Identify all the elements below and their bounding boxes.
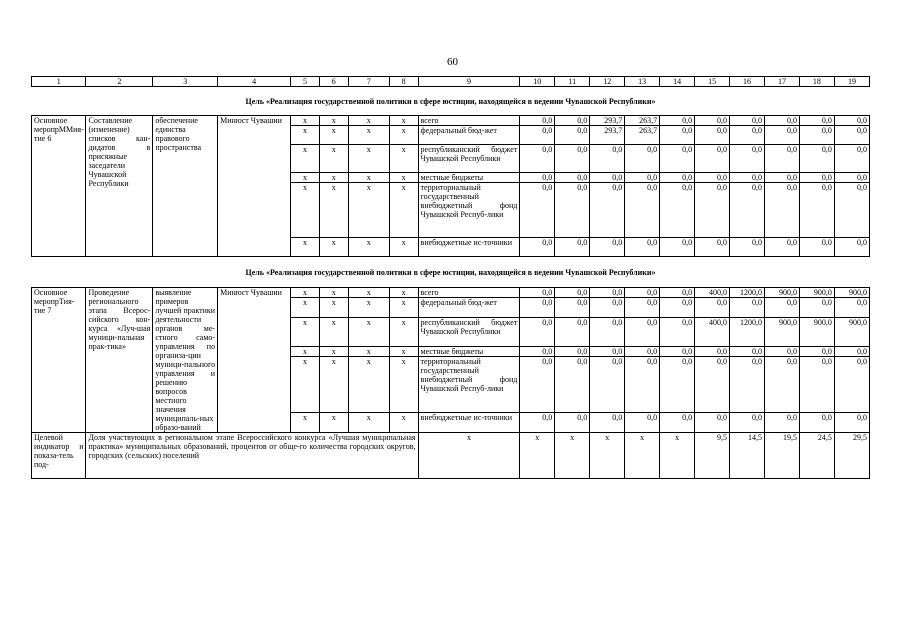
funding-value: 0,0 <box>555 145 590 173</box>
funding-value: 0,0 <box>834 413 869 433</box>
funding-source: внебюджетные ис-точники <box>418 413 520 433</box>
funding-value: 0,0 <box>625 413 660 433</box>
column-header: 6 <box>319 77 348 87</box>
funding-value: 0,0 <box>555 317 590 346</box>
indicator-text: Доля участвующих в региональном этапе Всероссийского конкурса «Лучшая муниципальная практика» муниципальных образований, процентов от обще-го количества городских округов, городских (сельских) поселений <box>86 433 418 479</box>
funding-value: 0,0 <box>695 145 730 173</box>
funding-value: 0,0 <box>660 126 695 145</box>
funding-value: 900,0 <box>799 317 834 346</box>
column-header: 18 <box>799 77 834 87</box>
x-mark: x <box>348 413 389 433</box>
event-name: Основное меропрTия-тие 7 <box>32 288 86 433</box>
funding-value: 0,0 <box>555 173 590 183</box>
funding-value: 0,0 <box>799 298 834 318</box>
funding-value: 0,0 <box>590 298 625 318</box>
funding-value: 0,0 <box>555 346 590 356</box>
funding-value: 0,0 <box>625 288 660 298</box>
funding-value: 0,0 <box>625 356 660 413</box>
funding-value: 0,0 <box>695 356 730 413</box>
goal-title: Цель «Реализация государственной политики в сфере юстиции, находящейся в ведении Чувашской Республики» <box>245 267 656 277</box>
indicator-value: x <box>660 433 695 479</box>
funding-value: 0,0 <box>520 145 555 173</box>
funding-source: республиканский бюджет Чувашской Республики <box>418 145 520 173</box>
x-mark: x <box>319 173 348 183</box>
table-row <box>32 288 870 298</box>
x-mark: x <box>319 116 348 126</box>
funding-value: 0,0 <box>695 116 730 126</box>
x-mark: x <box>291 298 320 318</box>
x-mark: x <box>319 298 348 318</box>
funding-value: 0,0 <box>590 173 625 183</box>
x-mark: x <box>389 346 418 356</box>
indicator-value: 19,5 <box>765 433 800 479</box>
funding-value: 400,0 <box>695 288 730 298</box>
x-mark: x <box>348 298 389 318</box>
funding-value: 900,0 <box>765 288 800 298</box>
funding-value: 900,0 <box>834 317 869 346</box>
funding-value: 0,0 <box>765 238 800 257</box>
column-header: 12 <box>590 77 625 87</box>
x-mark: x <box>389 356 418 413</box>
x-mark: x <box>291 288 320 298</box>
funding-value: 0,0 <box>765 298 800 318</box>
x-mark: x <box>291 346 320 356</box>
column-header: 11 <box>555 77 590 87</box>
funding-value: 0,0 <box>520 126 555 145</box>
funding-value: 0,0 <box>660 238 695 257</box>
x-mark: x <box>319 413 348 433</box>
funding-value: 0,0 <box>590 183 625 238</box>
funding-value: 0,0 <box>765 183 800 238</box>
column-header: 4 <box>218 77 291 87</box>
funding-source: местные бюджеты <box>418 346 520 356</box>
indicator-value: x <box>590 433 625 479</box>
funding-value: 0,0 <box>520 356 555 413</box>
funding-value: 0,0 <box>834 346 869 356</box>
x-mark: x <box>291 238 320 257</box>
funding-value: 0,0 <box>520 288 555 298</box>
funding-value: 0,0 <box>625 145 660 173</box>
funding-value: 0,0 <box>660 317 695 346</box>
x-mark: x <box>319 356 348 413</box>
funding-value: 0,0 <box>730 126 765 145</box>
x-mark: x <box>348 173 389 183</box>
x-mark: x <box>291 413 320 433</box>
x-mark: x <box>319 145 348 173</box>
funding-value: 0,0 <box>520 173 555 183</box>
funding-value: 0,0 <box>730 145 765 173</box>
funding-value: 0,0 <box>660 356 695 413</box>
funding-value: 293,7 <box>590 126 625 145</box>
funding-value: 0,0 <box>834 116 869 126</box>
funding-value: 0,0 <box>765 116 800 126</box>
funding-value: 0,0 <box>520 317 555 346</box>
event-goal: выявление примеров лучшей практики деятельности органов ме-стного само-управления по организа-ции муници-пального управления и решению вопросов местного значения муниципаль-ных образо-ваний <box>153 288 218 433</box>
funding-value: 0,0 <box>555 183 590 238</box>
funding-source: местные бюджеты <box>418 173 520 183</box>
column-header: 8 <box>389 77 418 87</box>
event-description: Проведение регионального этапа Всерос-сийского кон-курса «Луч-шая муници-пальная прак-тика» <box>86 288 153 433</box>
funding-value: 900,0 <box>834 288 869 298</box>
funding-value: 0,0 <box>660 145 695 173</box>
x-mark: x <box>319 183 348 238</box>
funding-source: федеральный бюд-жет <box>418 298 520 318</box>
indicator-value: 24,5 <box>799 433 834 479</box>
funding-value: 0,0 <box>520 183 555 238</box>
funding-value: 0,0 <box>799 173 834 183</box>
funding-value: 0,0 <box>555 288 590 298</box>
funding-source: федеральный бюд-жет <box>418 126 520 145</box>
x-mark: x <box>291 173 320 183</box>
funding-value: 0,0 <box>660 183 695 238</box>
funding-value: 0,0 <box>765 413 800 433</box>
event-responsible: Минюст Чувашии <box>218 288 291 433</box>
x-mark: x <box>291 126 320 145</box>
funding-value: 0,0 <box>799 183 834 238</box>
funding-value: 0,0 <box>730 116 765 126</box>
x-mark: x <box>389 126 418 145</box>
column-header: 17 <box>765 77 800 87</box>
x-mark: x <box>389 413 418 433</box>
event-goal: обеспечение единства правового пространства <box>153 116 218 257</box>
funding-value: 0,0 <box>799 356 834 413</box>
funding-value: 0,0 <box>625 173 660 183</box>
x-mark: x <box>291 356 320 413</box>
funding-value: 0,0 <box>765 356 800 413</box>
funding-value: 0,0 <box>660 173 695 183</box>
funding-value: 0,0 <box>834 238 869 257</box>
x-mark: x <box>319 288 348 298</box>
funding-value: 0,0 <box>520 298 555 318</box>
funding-value: 0,0 <box>590 288 625 298</box>
column-header: 13 <box>625 77 660 87</box>
x-mark: x <box>348 346 389 356</box>
funding-value: 0,0 <box>834 173 869 183</box>
funding-value: 0,0 <box>590 413 625 433</box>
funding-value: 0,0 <box>730 238 765 257</box>
funding-value: 293,7 <box>590 116 625 126</box>
indicator-value: 9,5 <box>695 433 730 479</box>
funding-source: всего <box>418 288 520 298</box>
column-header: 14 <box>660 77 695 87</box>
funding-value: 0,0 <box>834 183 869 238</box>
column-header: 7 <box>348 77 389 87</box>
column-header: 19 <box>834 77 869 87</box>
funding-value: 0,0 <box>555 413 590 433</box>
funding-value: 0,0 <box>765 126 800 145</box>
funding-value: 0,0 <box>834 356 869 413</box>
funding-value: 0,0 <box>799 145 834 173</box>
indicator-row <box>32 433 870 479</box>
indicator-value: 29,5 <box>834 433 869 479</box>
funding-value: 0,0 <box>660 116 695 126</box>
funding-value: 263,7 <box>625 126 660 145</box>
funding-value: 0,0 <box>695 346 730 356</box>
funding-value: 0,0 <box>625 317 660 346</box>
funding-value: 0,0 <box>555 126 590 145</box>
column-number-row <box>32 77 870 87</box>
column-header: 9 <box>418 77 520 87</box>
event-name: Основное меропрMMия-тие 6 <box>32 116 86 257</box>
funding-value: 400,0 <box>695 317 730 346</box>
program-table <box>31 76 870 479</box>
funding-source: республиканский бюджет Чувашской Республики <box>418 317 520 346</box>
funding-value: 0,0 <box>695 173 730 183</box>
funding-value: 0,0 <box>834 298 869 318</box>
funding-source: всего <box>418 116 520 126</box>
funding-value: 900,0 <box>799 288 834 298</box>
funding-source: территориальный государственный внебюджетный фонд Чувашской Респуб-лики <box>418 356 520 413</box>
x-mark: x <box>389 288 418 298</box>
x-mark: x <box>291 116 320 126</box>
funding-value: 0,0 <box>695 298 730 318</box>
x-mark: x <box>291 317 320 346</box>
x-mark: x <box>389 173 418 183</box>
funding-value: 0,0 <box>799 346 834 356</box>
funding-value: 0,0 <box>625 298 660 318</box>
funding-value: 0,0 <box>625 183 660 238</box>
funding-value: 0,0 <box>799 413 834 433</box>
x-mark: x <box>389 298 418 318</box>
funding-value: 0,0 <box>695 413 730 433</box>
x-mark: x <box>389 238 418 257</box>
x-mark: x <box>389 145 418 173</box>
funding-value: 0,0 <box>730 173 765 183</box>
funding-value: 0,0 <box>834 145 869 173</box>
page-number: 60 <box>447 56 458 68</box>
funding-value: 0,0 <box>730 298 765 318</box>
funding-value: 0,0 <box>555 238 590 257</box>
funding-source: внебюджетные ис-точники <box>418 238 520 257</box>
funding-value: 0,0 <box>730 183 765 238</box>
funding-value: 0,0 <box>799 126 834 145</box>
funding-value: 0,0 <box>625 238 660 257</box>
x-mark: x <box>348 356 389 413</box>
x-mark: x <box>348 116 389 126</box>
x-mark: x <box>319 126 348 145</box>
funding-value: 0,0 <box>555 298 590 318</box>
indicator-value: 14,5 <box>730 433 765 479</box>
funding-value: 0,0 <box>695 126 730 145</box>
funding-value: 0,0 <box>660 298 695 318</box>
table-row <box>32 116 870 126</box>
column-header: 3 <box>153 77 218 87</box>
funding-value: 0,0 <box>555 116 590 126</box>
funding-value: 0,0 <box>590 145 625 173</box>
funding-value: 0,0 <box>765 145 800 173</box>
x-mark: x <box>348 126 389 145</box>
funding-value: 0,0 <box>730 413 765 433</box>
x-mark: x <box>348 183 389 238</box>
x-mark: x <box>319 238 348 257</box>
funding-value: 0,0 <box>799 116 834 126</box>
x-mark: x <box>389 183 418 238</box>
indicator-value: x <box>555 433 590 479</box>
funding-value: 0,0 <box>695 183 730 238</box>
column-header: 16 <box>730 77 765 87</box>
funding-value: 0,0 <box>520 346 555 356</box>
funding-source: территориальный государственный внебюджетный фонд Чувашской Респуб-лики <box>418 183 520 238</box>
funding-value: 0,0 <box>730 356 765 413</box>
funding-value: 0,0 <box>590 317 625 346</box>
x-mark: x <box>291 145 320 173</box>
event-responsible: Минюст Чувашии <box>218 116 291 257</box>
x-mark: x <box>291 183 320 238</box>
x-mark: x <box>389 317 418 346</box>
event-description: Составление (изменение) списков кан-дидатов в присяжные заседатели Чувашской Республики <box>86 116 153 257</box>
funding-value: 0,0 <box>555 356 590 413</box>
funding-value: 0,0 <box>520 238 555 257</box>
funding-value: 0,0 <box>765 346 800 356</box>
funding-value: 0,0 <box>520 413 555 433</box>
column-header: 10 <box>520 77 555 87</box>
x-mark: x <box>319 346 348 356</box>
column-header: 2 <box>86 77 153 87</box>
funding-value: 0,0 <box>590 238 625 257</box>
funding-value: 0,0 <box>625 346 660 356</box>
indicator-value: x <box>625 433 660 479</box>
indicator-value: x <box>520 433 555 479</box>
x-mark: x <box>319 317 348 346</box>
indicator-label: Целевой индикатор и показа-тель под- <box>32 433 86 479</box>
funding-value: 0,0 <box>730 346 765 356</box>
funding-value: 900,0 <box>765 317 800 346</box>
funding-value: 0,0 <box>799 238 834 257</box>
funding-value: 0,0 <box>695 238 730 257</box>
funding-value: 263,7 <box>625 116 660 126</box>
funding-value: 0,0 <box>660 288 695 298</box>
funding-value: 0,0 <box>520 116 555 126</box>
goal-title: Цель «Реализация государственной политики в сфере юстиции, находящейся в ведении Чувашской Республики» <box>245 96 656 106</box>
column-header: 15 <box>695 77 730 87</box>
funding-value: 0,0 <box>590 346 625 356</box>
indicator-value: x <box>418 433 520 479</box>
x-mark: x <box>348 145 389 173</box>
column-header: 1 <box>32 77 86 87</box>
funding-value: 0,0 <box>765 173 800 183</box>
x-mark: x <box>348 317 389 346</box>
column-header: 5 <box>291 77 320 87</box>
funding-value: 0,0 <box>660 346 695 356</box>
x-mark: x <box>348 238 389 257</box>
funding-value: 0,0 <box>590 356 625 413</box>
funding-value: 0,0 <box>834 126 869 145</box>
x-mark: x <box>348 288 389 298</box>
funding-value: 0,0 <box>660 413 695 433</box>
funding-value: 1200,0 <box>730 317 765 346</box>
funding-value: 1200,0 <box>730 288 765 298</box>
x-mark: x <box>389 116 418 126</box>
